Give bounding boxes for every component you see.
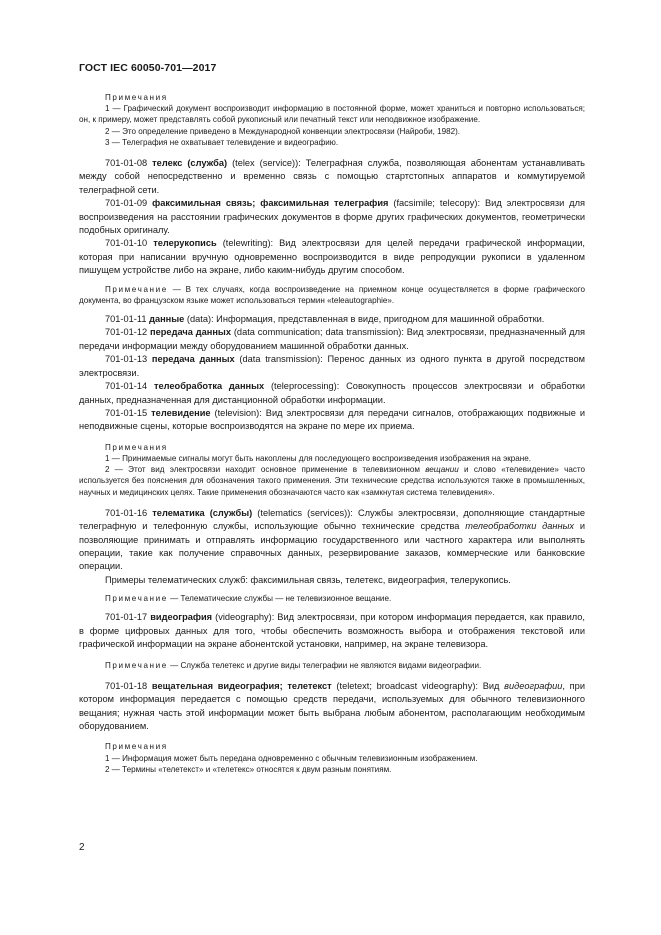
term-number: 701-01-09	[105, 198, 148, 209]
term-title: телекс (служба)	[152, 158, 228, 169]
note-item: 1 — Графический документ воспроизводит информацию в постоянной форме, может храниться и повторно использоваться; он, к примеру, может представлять собой рукописный или печатный текст или неподвижное изображение.	[79, 104, 585, 125]
term-number: 701-01-11	[105, 314, 147, 325]
term-definition: и позволяющие принимать и отправлять информацию государственного или частного характера или выполнять операции, такие как получение справочных данных, резервирование заказов, коммерческие или банковские операции.	[79, 521, 585, 572]
note-701-01-10	[79, 284, 585, 306]
term-701-01-09	[79, 197, 585, 237]
note-label: Примечание	[105, 660, 168, 670]
term-definition: (videography): Вид электросвязи, при котором информация передается, как правило, в форме цифровых данных для того, чтобы обеспечить возможность выбора и отображения текстовой или графической информации на экране абонентской установки, например, на экране телевизора.	[79, 612, 585, 650]
term-number: 701-01-18	[105, 680, 148, 691]
term-701-01-14	[79, 380, 585, 407]
note-text: — В тех случаях, когда воспроизведение на приемном конце осуществляется в форме графического документа, во французском языке может использоваться термин «teleautographie».	[79, 284, 585, 305]
notes-701-01-15	[79, 442, 585, 498]
term-definition: (telex (service)): Телеграфная служба, позволяющая абонентам устанавливать между собой непосредственно и временно связь с помощью стартстопных аппаратов и коммутируемой телеграфной сети.	[79, 158, 586, 195]
term-701-01-18	[79, 680, 585, 734]
term-definition: (data transmission): Перенос данных из одного пункта в другой посредством электросвязи.	[79, 354, 585, 378]
term-701-01-10	[79, 237, 585, 277]
notes-heading: Примечания	[105, 93, 168, 102]
term-title: телеобработка данных	[153, 381, 265, 392]
standard-header: ГОСТ IEC 60050-701—2017	[79, 62, 217, 74]
term-definition: (telewriting): Вид электросвязи для целей передачи графической информации, которая при написании вручную одновременно воспроизводится в виде репродукции рукописи в удаленном пишущем устройстве либо на экране, либо каким-нибудь другим способом.	[79, 238, 585, 276]
term-number: 701-01-15	[105, 407, 148, 418]
term-title: телерукопись	[153, 238, 217, 249]
note-text: 2 — Этот вид электросвязи находит основное применение в телевизионном	[105, 465, 426, 475]
term-definition: , при котором информация передается с помощью средств передачи, используемых для обычного телевизионного вещания; нужная часть этой информации может быть выбрана любым абонентом, располагающим необходимым оборудованием.	[79, 680, 585, 732]
term-title: вещательная видеография; телетекст	[151, 680, 332, 691]
term-title: данные	[149, 314, 185, 325]
term-title: телематика (службы)	[152, 507, 253, 518]
term-definition: (television): Вид электросвязи для передачи сигналов, отображающих подвижные и неподвижные сцены, которые воспроизводятся на экране по мере их приема.	[79, 407, 585, 432]
term-emphasis: телеобработки данных	[465, 521, 575, 532]
term-definition: (teletext; broadcast videography): Вид	[331, 680, 505, 691]
note-text: — Служба телетекс и другие виды телеграфии не являются видами видеографии.	[167, 660, 482, 670]
note-item: 1 — Информация может быть передана одновременно с обычным телевизионным изображением.	[105, 753, 478, 763]
term-701-01-08	[79, 157, 585, 197]
page-number: 2	[79, 842, 85, 853]
notes-701-01-18	[79, 741, 585, 775]
term-701-01-16	[79, 507, 585, 574]
note-item: 2 — Термины «телетекст» и «телетекс» относятся к двум разным понятиям.	[105, 764, 392, 774]
term-definition: (teleprocessing): Совокупность процессов электросвязи и обработки данных, предназначенная для дистанционной обработки информации.	[79, 381, 585, 405]
term-number: 701-01-14	[105, 381, 148, 392]
term-number: 701-01-12	[105, 327, 148, 338]
term-number: 701-01-17	[105, 612, 148, 623]
notes-heading: Примечания	[105, 742, 168, 752]
term-definition: (data communication; data transmission): Вид электросвязи, предназначенный для передачи информации между оборудованием машинной обработки данных.	[79, 327, 585, 351]
note-701-01-16	[79, 593, 585, 604]
term-701-01-11	[79, 313, 585, 326]
term-701-01-15	[79, 407, 585, 434]
term-701-01-17	[79, 611, 585, 651]
page-content	[79, 92, 585, 775]
note-label: Примечание	[105, 284, 168, 294]
term-number: 701-01-16	[105, 507, 148, 518]
note-item: 1 — Принимаемые сигналы могут быть накоплены для последующего воспроизведения изображения на экране.	[105, 453, 531, 463]
note-text: — Телематические службы — не телевизионное вещание.	[167, 594, 392, 604]
term-701-01-12	[79, 326, 585, 353]
note-item: 3 — Телеграфия не охватывает телевидение и видеографию.	[105, 137, 339, 147]
term-number: 701-01-10	[105, 238, 148, 249]
term-title: телевидение	[151, 407, 211, 418]
notes-heading: Примечания	[105, 442, 168, 452]
term-definition: (data): Информация, представленная в виде, пригодном для машинной обработки.	[184, 314, 545, 325]
term-number: 701-01-08	[105, 158, 148, 169]
term-definition: (facsimile; telecopy): Вид электросвязи для воспроизведения на расстоянии графических документов в форме других графических документов, геометрически подобных оригиналу.	[79, 198, 585, 236]
term-title: передача данных	[151, 354, 235, 365]
term-title: передача данных	[150, 327, 231, 338]
notes-block-top	[79, 92, 585, 148]
term-emphasis: видеографии	[504, 680, 563, 691]
term-number: 701-01-13	[105, 354, 148, 365]
note-item	[79, 464, 585, 498]
term-701-01-13	[79, 353, 585, 380]
note-emphasis: вещании	[425, 465, 459, 475]
term-definition: (telematics (services)): Службы электросвязи, дополняющие стандартные телеграфную и телефонную службы, использующие обычно технические средства	[79, 507, 585, 532]
note-text: и слово «телевидение» часто используется без пояснения для обозначения такого применения. Эти технические средства используются также в промышленных, научных и медицинских целях. Такие применения обозначаются часто как «замкнутая система телевидения».	[79, 465, 585, 497]
note-label: Примечание	[105, 594, 168, 604]
term-title: видеография	[150, 612, 213, 623]
term-example: Примеры телематических служб: факсимильная связь, телетекс, видеография, телерукопись.	[105, 574, 511, 585]
note-701-01-17	[79, 660, 585, 671]
term-title: факсимильная связь; факсимильная телеграфия	[152, 198, 389, 209]
note-item: 2 — Это определение приведено в Международной конвенции электросвязи (Найроби, 1982).	[105, 126, 461, 136]
